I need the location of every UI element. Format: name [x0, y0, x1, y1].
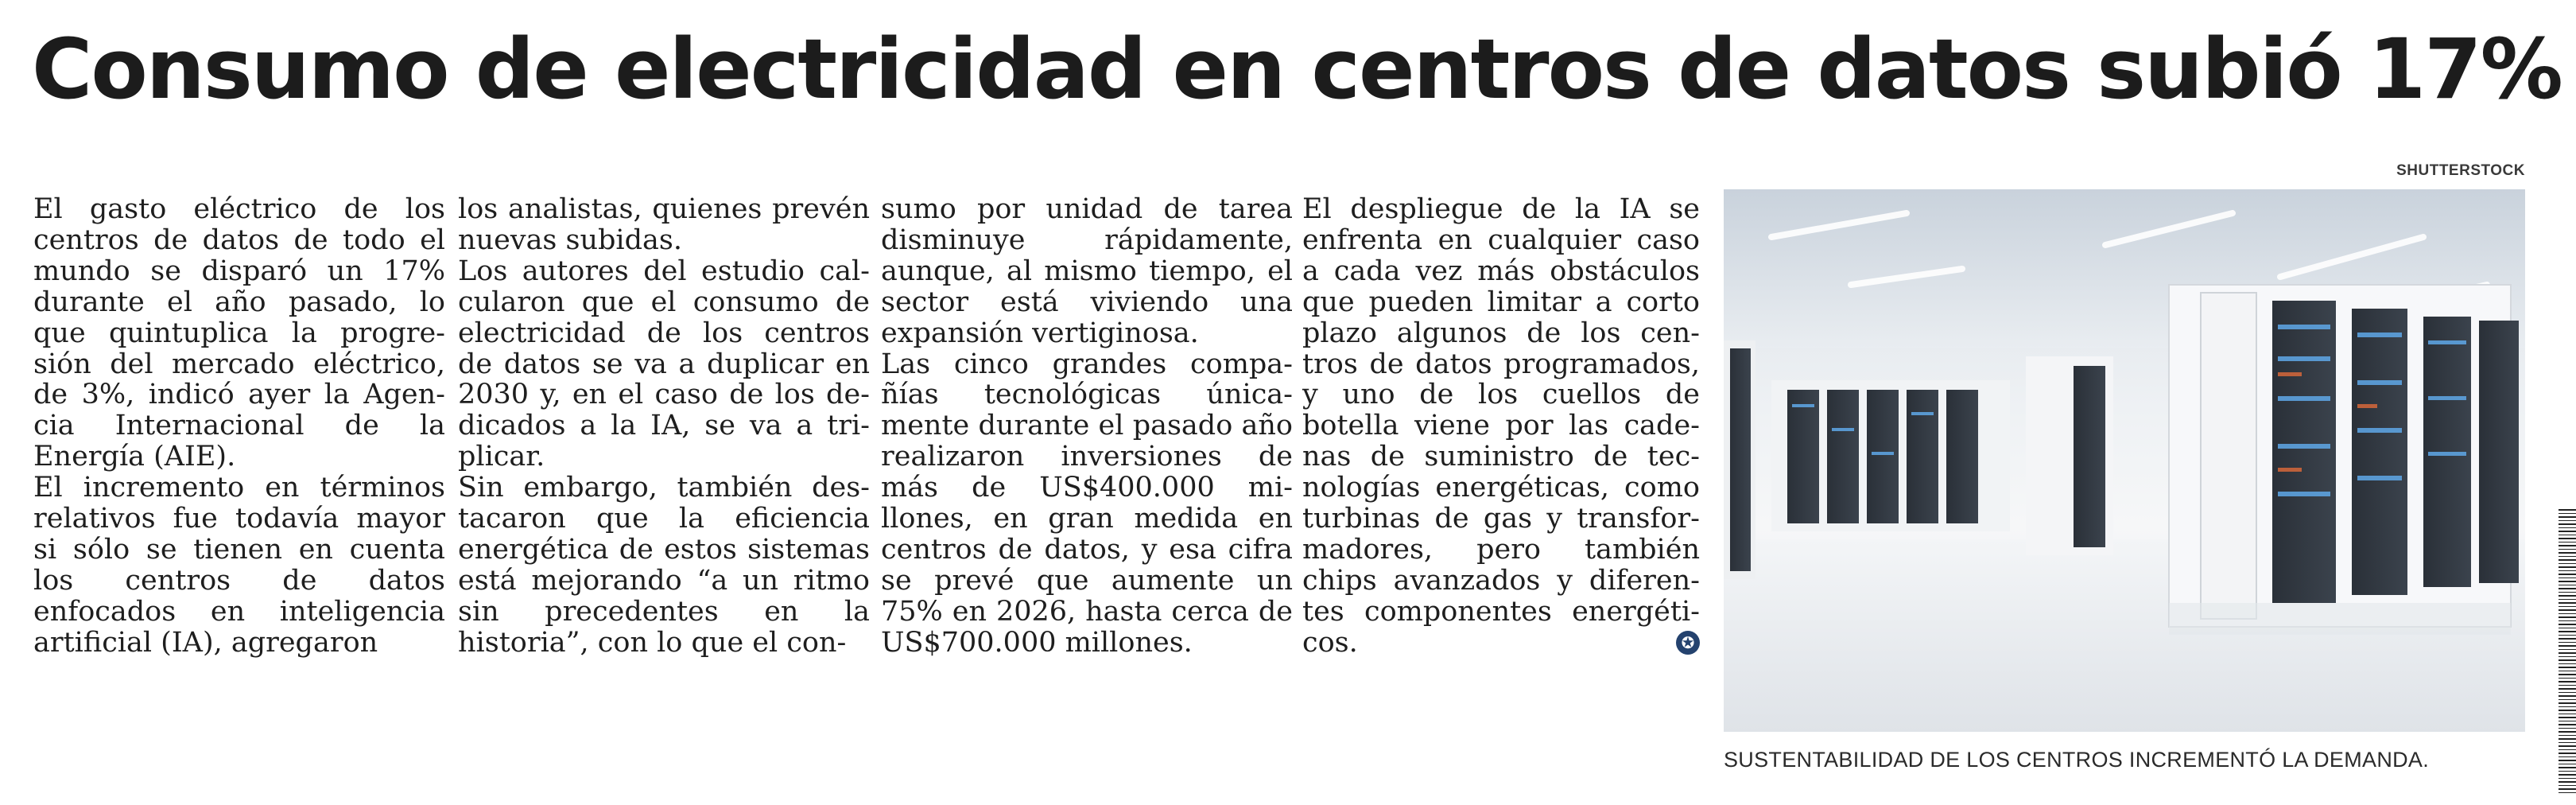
paragraph-text: El despliegue de la IA se enfrenta en cualquier caso a cada vez más obstáculos que pueden limitar a corto plazo algunos de los centros de datos programados, y uno de los cuellos de botella viene por las cadenas de suministro de tecnologías energéticas, como turbinas de gas y transformadores, pero también chips avanzados y diferentes componentes energéticos. [1302, 193, 1700, 659]
headline: Consumo de electricidad en centros de datos subió 17% [32, 21, 2562, 118]
server-room-photo [1724, 189, 2525, 732]
paragraph: sumo por unidad de tarea disminuye rápidamente, aunque, al mismo tiempo, el sector está viviendo una expansión vertiginosa. [881, 193, 1293, 349]
server-room-illustration [1724, 189, 2525, 732]
article-column-1 [33, 194, 445, 783]
paragraph: El gasto eléctrico de los centros de datos de todo el mundo se disparó un 17% durante el año pasado, lo que quintuplica la progresión del mercado eléctrico, de 3%, indicó ayer la Agencia Internacional de la Energía (AIE). [33, 193, 445, 473]
paragraph: Las cinco grandes compañías tecnológicas únicamente durante el pasado año realizaron inversiones de más de US$400.000 millones, en gran medida en centros de datos, y esa cifra se prevé que aumente un 75% en 2026, hasta cerca de US$700.000 millones. [881, 348, 1293, 659]
article-column-2 [458, 194, 870, 783]
barcode-strip [2559, 509, 2576, 795]
paragraph: Los autores del estudio calcularon que el consumo de electricidad de los centros de datos se va a duplicar en 2030 y, en el caso de los dedicados a la IA, se va a triplicar. [458, 255, 870, 473]
photo-caption: SUSTENTABILIDAD DE LOS CENTROS INCREMENTÓ LA DEMANDA. [1724, 748, 2430, 772]
article-column-4 [1302, 194, 1700, 783]
article-column-3 [881, 194, 1293, 783]
paragraph [1302, 194, 1700, 659]
paragraph: Sin embargo, también destacaron que la eficiencia energética de estos sistemas está mejorando “a un ritmo sin precedentes en la historia”, con lo que el con- [458, 472, 870, 659]
paragraph: El incremento en términos relativos fue todavía mayor si sólo se tienen en cuenta los centros de datos enfocados en inteligencia artificial (IA), agregaron [33, 472, 445, 659]
paragraph: los analistas, quienes prevén nuevas subidas. [458, 193, 870, 256]
photo-credit: SHUTTERSTOCK [2396, 162, 2525, 179]
circle-star-icon: ✪ [1676, 631, 1700, 655]
